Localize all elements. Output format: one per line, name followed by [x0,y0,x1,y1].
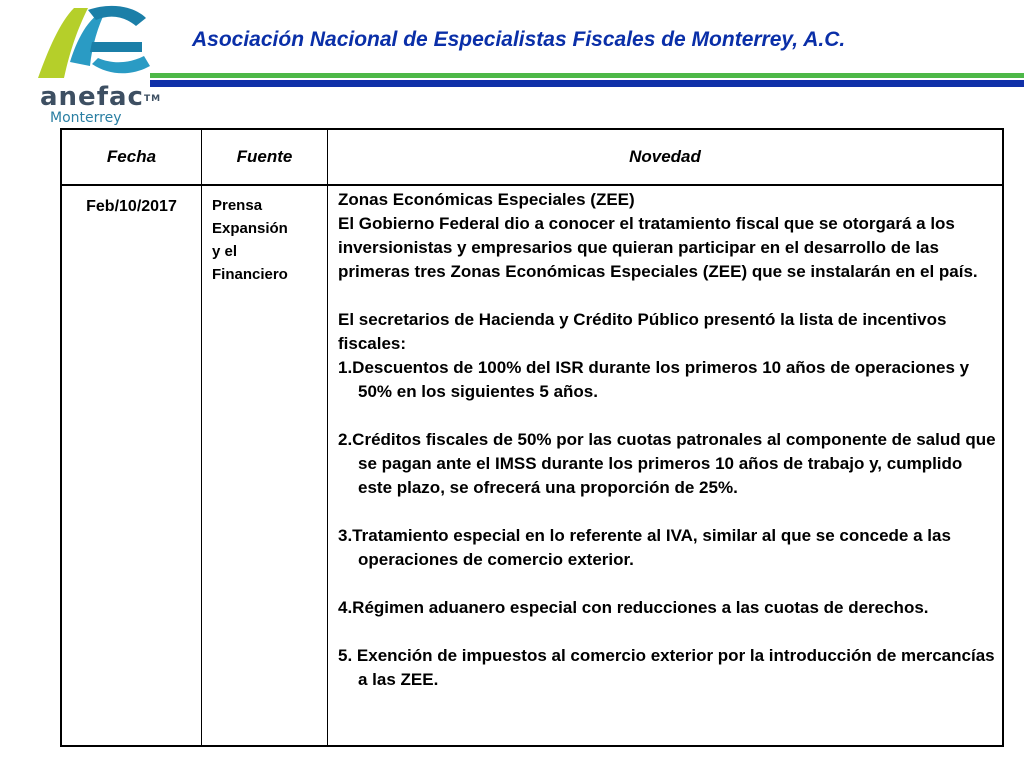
incentive-item: 3.Tratamiento especial en lo referente al IVA, similar al que se concede a las operaciones de comercio exterior. [338,526,951,569]
brand-name: anefac™ [40,82,162,112]
table-row [61,185,1003,746]
column-header-novedad: Novedad [328,129,1004,185]
fuente-line: y el [212,243,238,260]
header-rule-green [150,73,1024,78]
column-header-fecha: Fecha [61,129,202,185]
column-header-fuente: Fuente [202,129,328,185]
anefac-brand [40,84,161,126]
novedad-lead: El secretarios de Hacienda y Crédito Público presentó la lista de incentivos fiscales: [338,310,947,353]
cell-novedad [328,185,1004,746]
incentive-item: 4.Régimen aduanero especial con reducciones a las cuotas de derechos. [338,598,929,617]
brand-trademark: TM [143,94,162,104]
organization-title: Asociación Nacional de Especialistas Fiscales de Monterrey, A.C. [192,28,846,51]
cell-fuente [202,185,328,746]
incentive-item: 5. Exención de impuestos al comercio exterior por la introducción de mercancías a las ZEE. [338,646,995,689]
cell-fecha: Feb/10/2017 [61,185,202,746]
header-rule-blue [150,80,1024,87]
brand-city: Monterrey [50,110,122,126]
fuente-line: Financiero [212,266,288,283]
incentive-item: 2.Créditos fiscales de 50% por las cuotas patronales al componente de salud que se pagan ante el IMSS durante los primeros 10 años de trabajo y, cumplido este plazo, se ofrecerá una proporción de 25%. [338,430,996,497]
novedad-intro: El Gobierno Federal dio a conocer el tratamiento fiscal que se otorgará a los inversionistas y empresarios que quieran participar en el desarrollo de las primeras tres Zonas Económicas Especiales (ZEE) que se instalarán en el país. [338,214,978,281]
fuente-line: Expansión [212,220,288,237]
table-header-row [61,129,1003,185]
incentive-item: 1.Descuentos de 100% del ISR durante los primeros 10 años de operaciones y 50% en los siguientes 5 años. [338,358,970,401]
fuente-line: Prensa [212,197,263,214]
news-table [60,128,1004,747]
anefac-logo-mark [30,2,155,80]
novedad-title: Zonas Económicas Especiales (ZEE) [338,190,635,209]
